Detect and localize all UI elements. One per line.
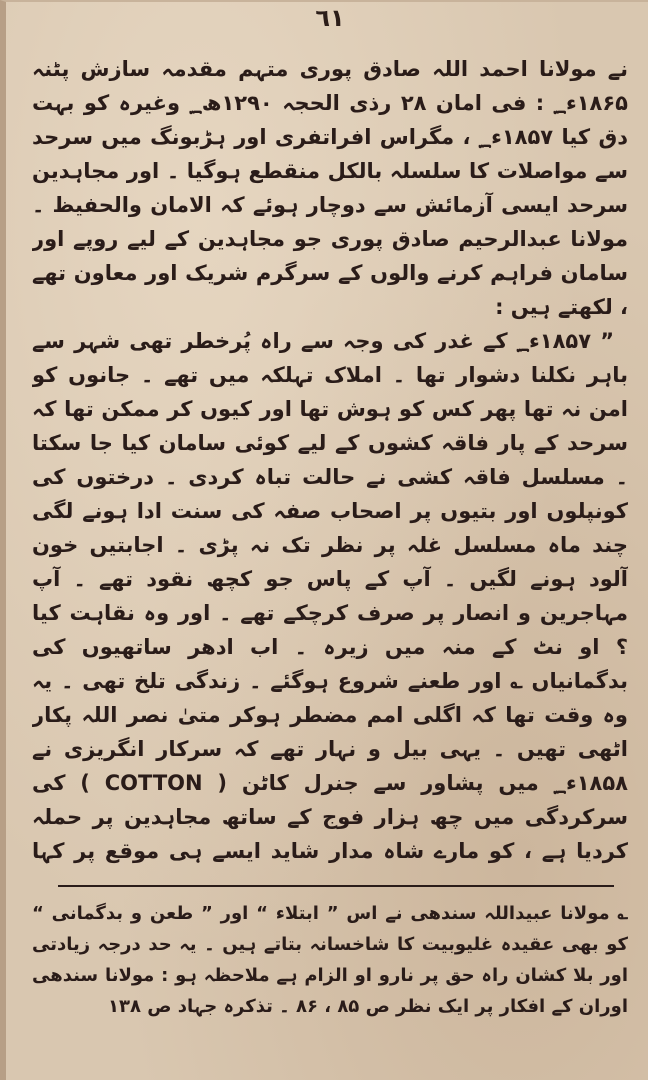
paragraph: نے مولانا احمد اللہ صادق پوری متہم مقدمہ سازش پٹنہ ۱۸۶۵ء؁ : فی امان ۲۸ رذی الحجہ ۱۲۹۰ھ؁ وغیرہ کو بہت دق کیا ۱۸۵۷ء؁ ، مگراس افراتفری اور ہڑبونگ میں سرحد سے مواصلات کا سلسلہ بالکل منقطع ہوگیا ۔ اور مجاہدین سرحد ایسی آزمائش سے دوچار ہوئے کہ الامان والحفیظ ۔ مولانا عبدالرحیم صادق پوری جو مجاہدین کے لیے روپے اور سامان فراہم کرنے والوں کے سرگرم شریک اور معاون تھے ، لکھتے ہیں : [32, 57, 628, 319]
footnote-divider [58, 885, 614, 887]
footnote [32, 898, 628, 1074]
quote-paragraph: ” ۱۸۵۷ء؁ کے غدر کی وجہ سے راہ پُرخطر تھی شہر سے باہر نکلنا دشوار تھا ۔ املاک تہلکہ میں تھے ۔ جانوں کو امن نہ تھا پھر کس کو ہوش تھا اور کیوں کر ممکن تھا کہ سرحد کے پار فاقہ کشوں کے لیے کوئی سامان کیا جا سکتا ۔ مسلسل فاقہ کشی نے حالت تباہ کردی ۔ درختوں کی کونپلوں اور بتیوں پر اصحاب صفہ کی سنت ادا ہونے لگی چند ماہ مسلسل غلہ پر نظر تک نہ پڑی ۔ اجابتیں خون آلود ہونے لگیں ۔ آپ کے پاس جو کچھ نقود تھے ۔ آپ مہاجرین و انصار پر صرف کرچکے تھے ۔ اور وہ نقاہت کیا ؟ او نٹ کے منہ میں زیرہ ۔ اب ادھر ساتھیوں کی بدگمانیاں ؎ اور طعنے شروع ہوگئے ۔ زندگی تلخ تھی ۔ یہ وہ وقت تھا کہ اگلی امم مضطر ہوکر متیٰ نصر اللہ پکار اٹھی تھیں ۔ یہی بیل و نہار تھے کہ سرکار انگریزی نے ۱۸۵۸ء؁ میں پشاور سے جنرل کاٹن ( COTTON ) کی سرکردگی میں چھ ہزار فوج کے ساتھ مجاہدین پر حملہ کردیا ہے ، کو مارے شاہ مدار شاید ایسے ہی موقع پر کہا [32, 329, 628, 863]
main-text [32, 52, 628, 868]
page-number: ٦١ [315, 4, 345, 32]
footnote-text: ؎ مولانا عبیداللہ سندھی نے اس ” ابتلاء “ اور ” طعن و بدگمانی “ کو بھی عقیدہ غلیوبیت کا شاخسانہ بتاتے ہیں ۔ یہ حد درجہ زیادتی اور بلا کشان راہ حق پر نارو او الزام ہے ملاحظہ ہو : مولانا سندھی اوران کے افکار پر ایک نظر ص ۸۵ ، ۸۶ ۔ تذکرہ جہاد ص ۱۳۸ [32, 903, 628, 1017]
